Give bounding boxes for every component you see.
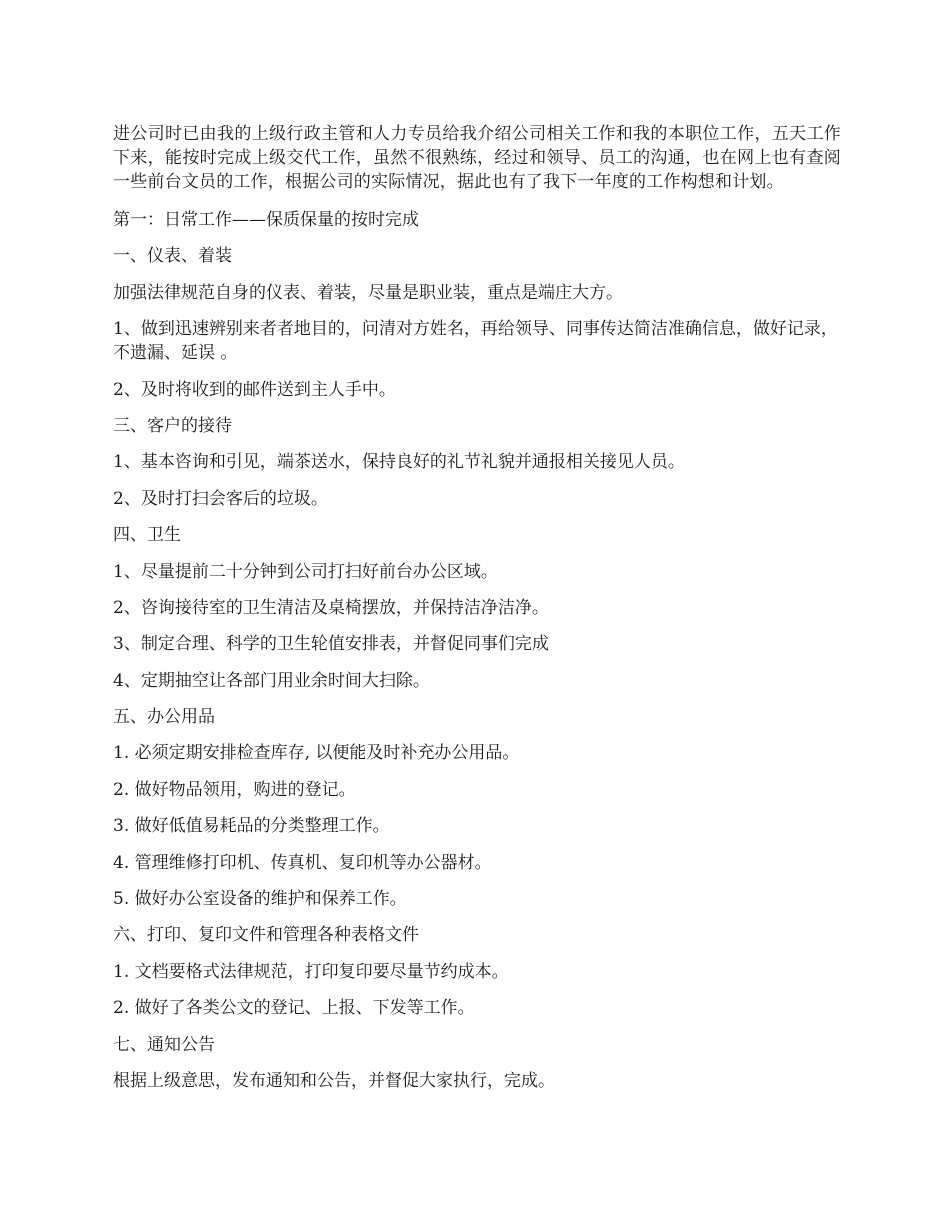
list-item: 1. 文档要格式法律规范，打印复印要尽量节约成本。: [113, 961, 509, 982]
list-item: 4、定期抽空让各部门用业余时间大扫除。: [113, 670, 430, 691]
intro-paragraph: 进公司时已由我的上级行政主管和人力专员给我介绍公司相关工作和我的本职位工作，五天工作下来，能按时完成上级交代工作，虽然不很熟练，经过和领导、员工的沟通，也在网上也有查阅一些前台文员的工作，根据公司的实际情况，据此也有了我下一年度的工作构想和计划。: [113, 124, 841, 192]
list-item: 2. 做好物品领用，购进的登记。: [113, 779, 356, 800]
paragraph: 加强法律规范自身的仪表、着装，尽量是职业装，重点是端庄大方。: [113, 282, 623, 303]
section-heading-printing: 六、打印、复印文件和管理各种表格文件: [113, 925, 419, 946]
list-item: 3. 做好低值易耗品的分类整理工作。: [113, 816, 390, 837]
list-item: 2、及时将收到的邮件送到主人手中。: [113, 379, 396, 400]
section-heading-notices: 七、通知公告: [113, 1034, 215, 1055]
paragraph: 根据上级意思，发布通知和公告，并督促大家执行，完成。: [113, 1070, 555, 1091]
section-heading-reception: 三、客户的接待: [113, 415, 232, 436]
section-heading-appearance: 一、仪表、着装: [113, 246, 232, 267]
list-item: 2. 做好了各类公文的登记、上报、下发等工作。: [113, 998, 475, 1019]
list-item: 4. 管理维修打印机、传真机、复印机等办公器材。: [113, 852, 492, 873]
section-heading-daily-work: 第一：日常工作——保质保量的按时完成: [113, 210, 419, 230]
section-heading-hygiene: 四、卫生: [113, 525, 181, 546]
section-heading-office-supplies: 五、办公用品: [113, 707, 215, 728]
list-item: 2、咨询接待室的卫生清洁及桌椅摆放，并保持洁净洁净。: [113, 597, 549, 618]
document-body: [113, 122, 841, 1105]
list-item: 1、做到迅速辨别来者者地目的，问清对方姓名，再给领导、同事传达简洁准确信息，做好记录，不遗漏、延误 。: [113, 319, 838, 364]
list-item: 5. 做好办公室设备的维护和保养工作。: [113, 889, 407, 910]
list-item: 3、制定合理、科学的卫生轮值安排表，并督促同事们完成: [113, 634, 549, 655]
list-item: 1、基本咨询和引见，端茶送水，保持良好的礼节礼貌并通报相关接见人员。: [113, 452, 685, 473]
list-item: 1、尽量提前二十分钟到公司打扫好前台办公区域。: [113, 561, 498, 582]
list-item: 2、及时打扫会客后的垃圾。: [113, 488, 328, 509]
list-item: 1. 必须定期安排检查库存, 以便能及时补充办公用品。: [113, 743, 520, 764]
